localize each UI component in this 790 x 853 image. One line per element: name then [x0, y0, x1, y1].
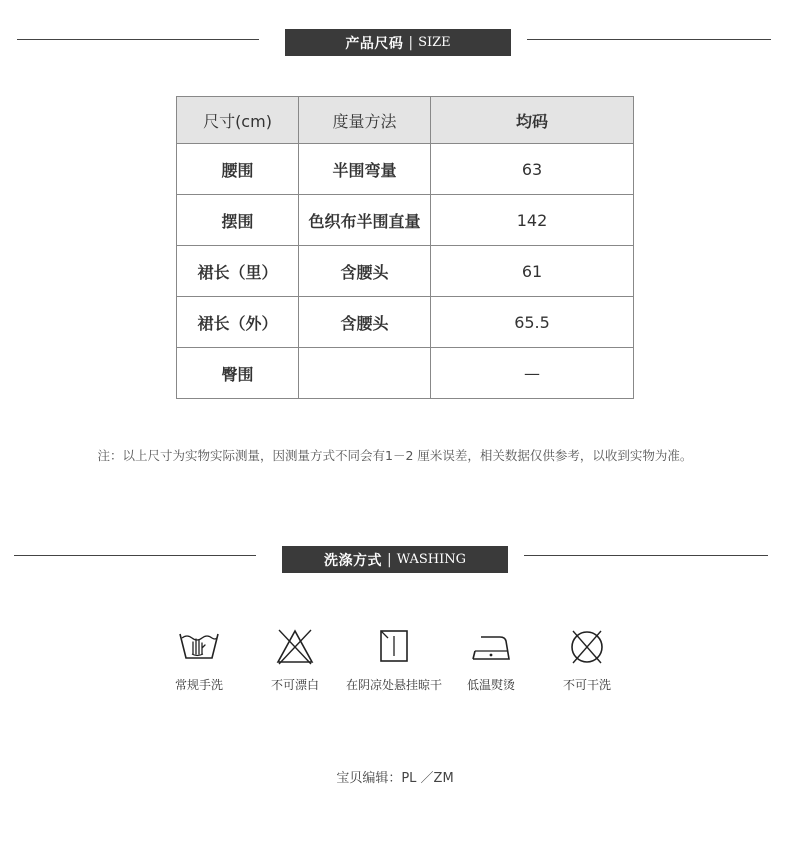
table-cell-part: 臀围	[177, 348, 299, 399]
wash-divider-left	[14, 555, 256, 556]
table-header-row	[177, 97, 634, 144]
table-cell-method: 半围弯量	[299, 144, 431, 195]
care-label: 常规手洗	[174, 678, 223, 692]
size-section-title	[285, 29, 511, 56]
size-title-en: SIZE	[418, 35, 451, 50]
care-label: 低温熨烫	[466, 678, 515, 692]
table-cell-part: 裙长（外）	[177, 297, 299, 348]
table-cell-part: 摆围	[177, 195, 299, 246]
table-row	[177, 195, 634, 246]
care-item-iron-low	[436, 626, 546, 693]
iron-low-icon	[469, 626, 513, 666]
table-header-method: 度量方法	[299, 97, 431, 144]
table-cell-value: —	[431, 348, 634, 399]
table-cell-value: 61	[431, 246, 634, 297]
hang-dry-shade-icon	[372, 626, 416, 666]
table-row	[177, 297, 634, 348]
care-label: 不可漂白	[270, 678, 319, 692]
wash-title-cn: 洗涤方式	[324, 552, 383, 569]
care-item-no-dry-clean	[532, 626, 642, 693]
hand-wash-icon	[177, 626, 221, 666]
size-title-separator: |	[408, 34, 414, 51]
table-cell-method: 含腰头	[299, 297, 431, 348]
table-header-onesize: 均码	[431, 97, 634, 144]
wash-title-separator: |	[387, 551, 392, 568]
size-divider-left	[17, 39, 259, 40]
size-note: 注：以上尺寸为实物实际测量，因测量方式不同会有1－2 厘米误差，相关数据仅供参考，以收到实物为准。	[97, 448, 693, 463]
size-title-cn: 产品尺码	[345, 35, 404, 52]
no-dry-clean-icon	[565, 626, 609, 666]
table-row	[177, 144, 634, 195]
care-item-no-bleach	[240, 626, 350, 693]
table-cell-value: 63	[431, 144, 634, 195]
table-cell-method: 色织布半围直量	[299, 195, 431, 246]
size-divider-right	[527, 39, 771, 40]
table-cell-value: 65.5	[431, 297, 634, 348]
editor-credit: 宝贝编辑：PL ／ZM	[336, 771, 454, 786]
wash-title-en: WASHING	[396, 552, 466, 567]
table-cell-method	[299, 348, 431, 399]
wash-divider-right	[524, 555, 768, 556]
table-row	[177, 246, 634, 297]
wash-section-title	[282, 546, 508, 573]
table-cell-value: 142	[431, 195, 634, 246]
table-cell-part: 裙长（里）	[177, 246, 299, 297]
table-row	[177, 348, 634, 399]
care-label: 不可干洗	[562, 678, 611, 692]
care-item-hand-wash	[144, 626, 254, 693]
size-table	[176, 96, 634, 399]
table-cell-part: 腰围	[177, 144, 299, 195]
care-item-hang-dry	[339, 626, 449, 693]
no-bleach-icon	[273, 626, 317, 666]
table-cell-method: 含腰头	[299, 246, 431, 297]
table-header-size: 尺寸(cm)	[177, 97, 299, 144]
care-label: 在阴凉处悬挂晾干	[345, 678, 442, 692]
